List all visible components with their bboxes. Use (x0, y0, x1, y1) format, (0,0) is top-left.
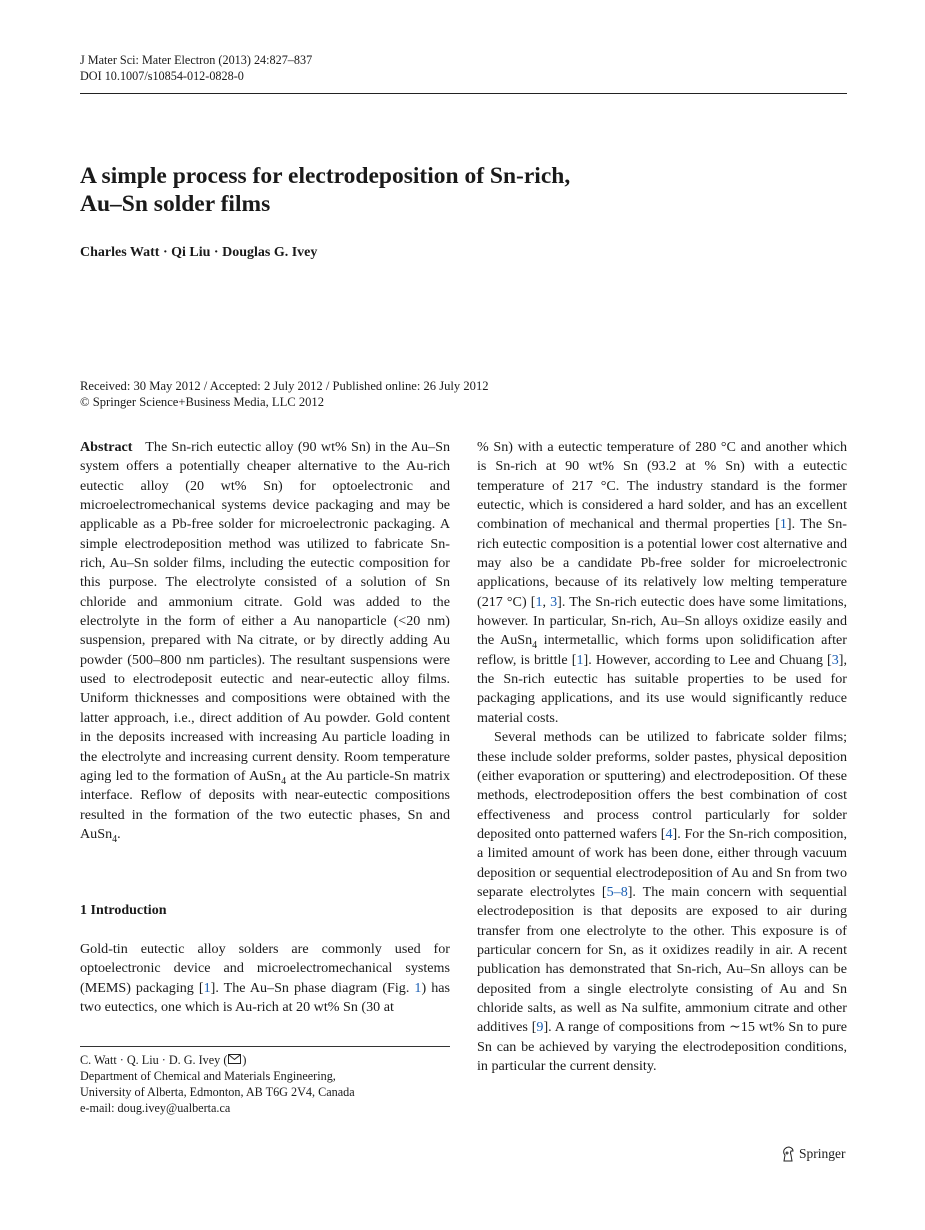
citation-link[interactable]: 1 (576, 651, 584, 668)
journal-citation: J Mater Sci: Mater Electron (2013) 24:827–837 (80, 53, 313, 67)
citation-link[interactable]: 1 (535, 593, 543, 610)
citation-link[interactable]: 9 (536, 1019, 544, 1036)
section-heading-introduction: 1 Introduction (80, 903, 167, 918)
citation-link[interactable]: 4 (665, 825, 673, 842)
title-line-1: A simple process for electrodeposition of Sn-rich, (80, 163, 571, 189)
paragraph: Several methods can be utilized to fabricate solder films; these include solder preforms, solder pastes, physical deposition (either evaporation or sputtering) and electrodeposition. Of these methods, electrodeposition offers the best combination of cost effectiveness and process control particularly for solder deposited onto patterned wafers [4]. For the Sn-rich composition, a limited amount of work has been done, either through vacuum deposition or sequential electrodeposition of Au and Sn from two separate electrolytes [5–8]. The main concern with sequential electrodeposition is that deposits are exposed to air during transfer from one electrolyte to the other. This exposure is of particular concern for Sn, as it oxidizes readily in air. A recent publication has demonstrated that Sn-rich, Au–Sn alloys can be deposited from a single electrolyte consisting of Au and Sn chloride salts, as well as Na sulfite, ammonium citrate and other additives [9]. A range of compositions from ∼15 wt% Sn to pure Sn can be achieved by varying the electrodeposition conditions, in particular the current density. (477, 729, 848, 1074)
abstract: Abstract The Sn-rich eutectic alloy (90 wt% Sn) in the Au–Sn system offers a potentially cheaper alternative to the Au-rich eutectic alloy (20 wt% Sn) for optoelectronic and microelectromechanical systems device packaging and may be applicable as a Pb-free solder for microelectronic packaging. A simple electrodeposition method was utilized to fabricate Sn-rich, Au–Sn solder films, including the eutectic composition for this purpose. The electrolyte consisted of a solution of Sn chloride and ammonium citrate. Gold was added to the electrolyte in the form of either a Au nanoparticle (<20 nm) suspension, prepared with Na citrate, or by directly adding Au powder (500–800 nm particles). The resultant suspensions were used to electrodeposit eutectic and near-eutectic alloy films. Uniform thicknesses and compositions were obtained with the latter approach, i.e., direct addition of Au powder. Gold content in the deposits increased with increasing Au particle loading in the electrolyte and increasing current density. Room temperature aging led to the formation of AuSn$_4$ at the Au particle-Sn matrix interface. Reflow of deposits with near-eutectic compositions resulted in the formation of the two eutectic phases, Sn and AuSn$_4$. (80, 439, 450, 845)
figure-link[interactable]: 1 (414, 979, 422, 996)
publisher-name: Springer (799, 1146, 846, 1161)
publication-history (80, 378, 489, 410)
publisher-logo (781, 1146, 846, 1162)
email[interactable]: e-mail: doug.ivey@ualberta.ca (80, 1101, 231, 1115)
doi[interactable]: DOI 10.1007/s10854-012-0828-0 (80, 69, 244, 83)
citation-link[interactable]: 1 (203, 979, 211, 996)
university-address: University of Alberta, Edmonton, AB T6G 2V4, Canada (80, 1085, 355, 1099)
author-affiliation-footnote: C. Watt · Q. Liu · D. G. Ivey ( ) Department of Chemical and Materials Engineering, University of Alberta, Edmonton, AB T6G 2V4, Canada e-mail: doug.ivey@ualberta.ca (80, 1053, 355, 1115)
envelope-icon (228, 1054, 241, 1064)
citation-link[interactable]: 3 (550, 593, 558, 610)
author-list: Charles Watt · Qi Liu · Douglas G. Ivey (80, 245, 318, 260)
running-header (80, 52, 312, 84)
citation-link[interactable]: 5–8 (606, 883, 628, 900)
abstract-text: The Sn-rich eutectic alloy (90 wt% Sn) in the Au–Sn system offers a potentially cheaper alternative to the Au-rich eutectic alloy (20 wt% Sn) for optoelectronic and microelectromechanical systems device packaging and may be applicable as a Pb-free solder for microelectronic packaging. A simple electrodeposition method was utilized to fabricate Sn-rich, Au–Sn solder films, including the eutectic composition for this purpose. The electrolyte consisted of a solution of Sn chloride and ammonium citrate. Gold was added to the electrolyte in the form of either a Au nanoparticle (<20 nm) suspension, prepared with Na citrate, or by directly adding Au powder (500–800 nm particles). The resultant suspensions were used to electrodeposit eutectic and near-eutectic alloy films. Uniform thicknesses and compositions were obtained with the latter approach, i.e., direct addition of Au powder. Gold content in the deposits increased with increasing Au particle loading in the electrolyte and increasing current density. Room temperature aging led to the formation of AuSn (80, 439, 450, 784)
citation-link[interactable]: 1 (779, 516, 787, 533)
paragraph: % Sn) with a eutectic temperature of 280 °C and another which is Sn-rich at 90 wt% Sn (93.2 at % Sn) with a eutectic temperature of 217 °C. The industry standard is the former eutectic, which is considered a hard solder, and has an excellent combination of mechanical and thermal properties [1]. The Sn-rich eutectic composition is a potential lower cost alternative and may also be a candidate Pb-free solder for microelectronic applications, because of its relatively low melting temperature (217 °C) [1, 3]. The Sn-rich eutectic does have some limitations, however. In particular, Sn-rich, Au–Sn alloys oxidize easily and the AuSn$_4$ intermetallic, which forms upon solidification after reflow, is brittle [1]. However, according to Lee and Chuang [3], the Sn-rich eutectic has suitable properties to be used for packaging applications, and its use would significantly reduce material costs. (477, 439, 847, 726)
paper-title (80, 162, 780, 218)
copyright-line: © Springer Science+Business Media, LLC 2012 (80, 395, 325, 409)
introduction-paragraph: Gold-tin eutectic alloy solders are commonly used for optoelectronic device and microelectromechanical systems (MEMS) packaging [1]. The Au–Sn phase diagram (Fig. 1) has two eutectics, one which is Au-rich at 20 wt% Sn (30 at (80, 941, 450, 1016)
springer-horse-icon (781, 1146, 795, 1162)
dates-line: Received: 30 May 2012 / Accepted: 2 July 2012 / Published online: 26 July 2012 (80, 379, 489, 393)
right-column (477, 438, 847, 1076)
header-rule (80, 93, 847, 94)
abstract-label: Abstract (80, 439, 133, 455)
title-line-2: Au–Sn solder films (80, 191, 271, 217)
footnote-rule (80, 1046, 450, 1047)
citation-link[interactable]: 3 (831, 651, 839, 668)
department: Department of Chemical and Materials Engineering, (80, 1069, 336, 1083)
